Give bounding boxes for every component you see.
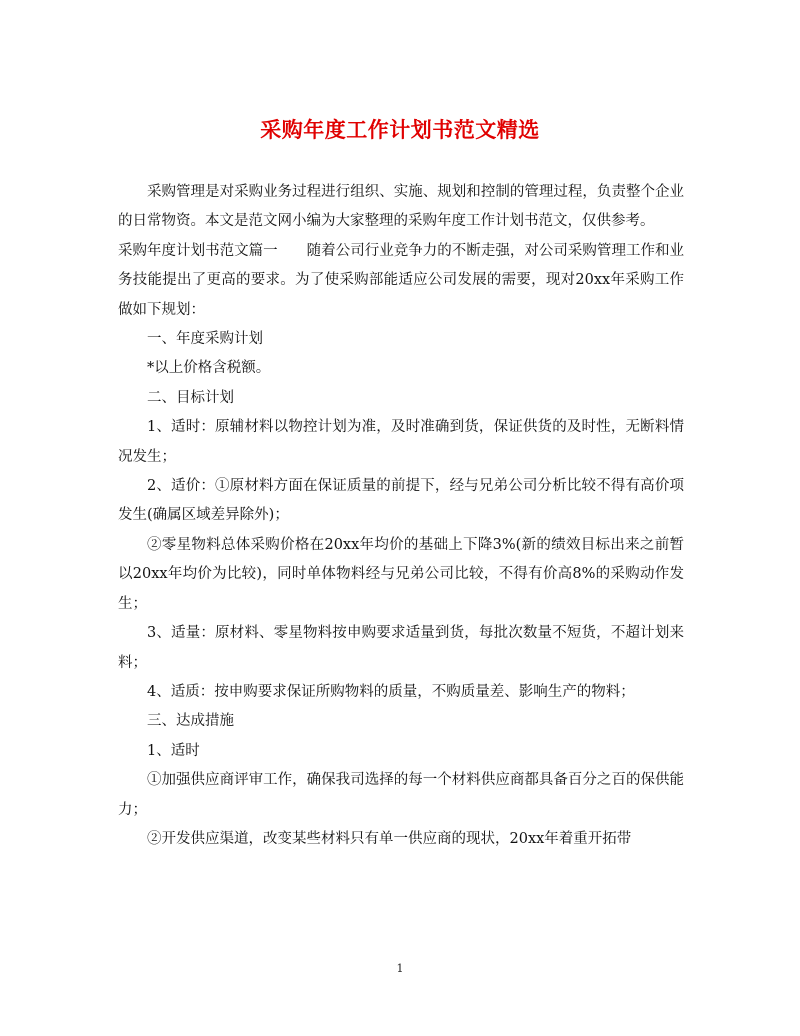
- document-title: 采购年度工作计划书范文精选: [260, 117, 540, 142]
- measure-supply-channels: ②开发供应渠道，改变某些材料只有单一供应商的现状，20xx年着重开拓带: [147, 830, 632, 847]
- measure-timely: 1、适时: [147, 742, 200, 759]
- target-price: 2、适价：①原材料方面在保证质量的前提下，经与兄弟公司分析比较不得有高价项发生(确属区域差异除外)；: [118, 478, 684, 524]
- page-number: 1: [396, 962, 404, 975]
- measure-supplier-review: ①加强供应商评审工作，确保我司选择的每一个材料供应商都具备百分之百的保供能力；: [118, 772, 684, 818]
- tax-note: *以上价格含税额。: [147, 360, 271, 377]
- section-opening-paragraph: 采购年度计划书范文篇一 随着公司行业竞争力的不断走强，对公司采购管理工作和业务技能提出了更高的要求。为了使采购部能适应公司发展的需要，现对20xx年采购工作做如下规划：: [118, 242, 684, 318]
- heading-annual-plan: 一、年度采购计划: [147, 331, 263, 348]
- target-price-misc: ②零星物料总体采购价格在20xx年均价的基础上下降3%(新的绩效目标出来之前暂以20xx年均价为比较)，同时单体物料经与兄弟公司比较，不得有价高8%的采购动作发生；: [118, 536, 684, 612]
- document-body: [118, 178, 684, 854]
- target-quality: 4、适质：按申购要求保证所购物料的质量，不购质量差、影响生产的物料；: [147, 683, 635, 700]
- intro-paragraph: 采购管理是对采购业务过程进行组织、实施、规划和控制的管理过程，负责整个企业的日常物资。本文是范文网小编为大家整理的采购年度工作计划书范文，仅供参考。: [118, 184, 684, 230]
- heading-measures: 三、达成措施: [147, 713, 234, 730]
- heading-target-plan: 二、目标计划: [147, 389, 234, 406]
- target-timely: 1、适时：原辅材料以物控计划为准，及时准确到货，保证供货的及时性，无断料情况发生；: [118, 419, 684, 465]
- target-quantity: 3、适量：原材料、零星物料按申购要求适量到货，每批次数量不短货，不超计划来料；: [118, 625, 684, 671]
